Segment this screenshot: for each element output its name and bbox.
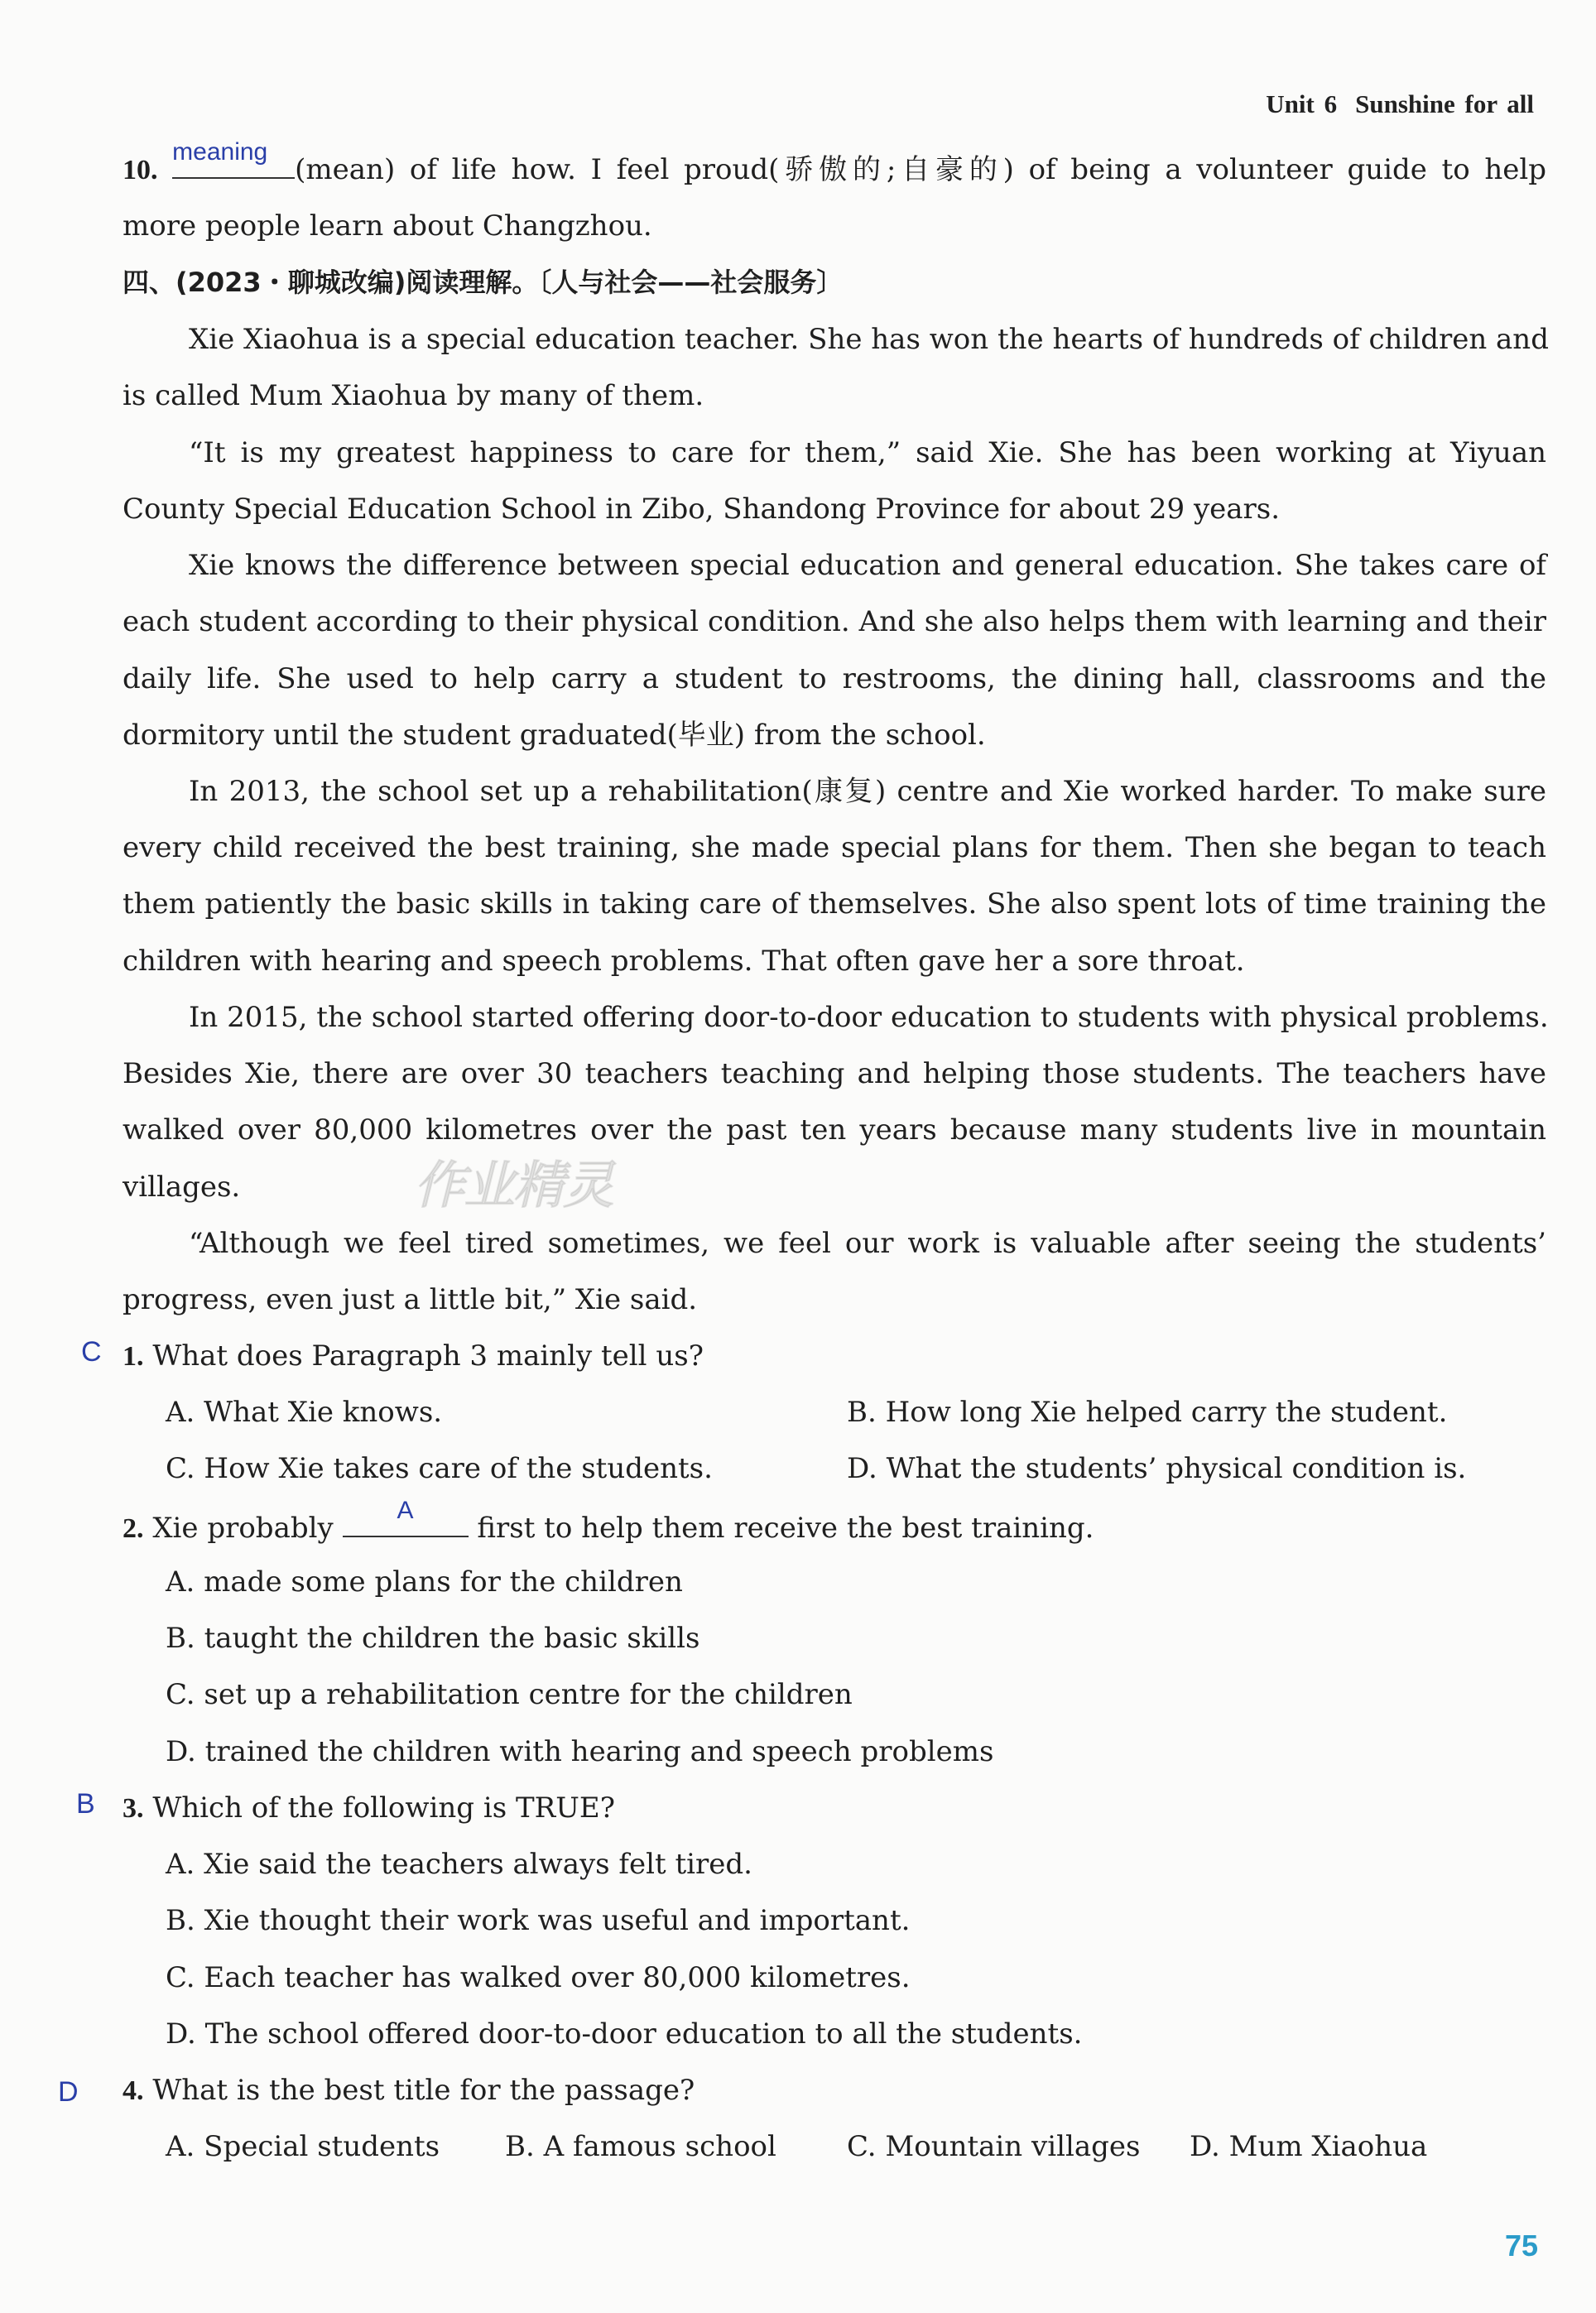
running-header [1266,89,1534,119]
passage-line: Besides Xie, there are over 30 teachers teaching and helping those students. The teachers have [123,1057,1546,1090]
q2-option-b[interactable]: B. taught the children the basic skills [166,1622,700,1655]
passage-line: Xie Xiaohua is a special education teacher. She has won the hearts of hundreds of children and [189,323,1549,356]
passage-line: walked over 80,000 kilometres over the past ten years because many students live in mountain [123,1113,1546,1147]
q3-stem [123,1791,1546,1825]
passage-line: dormitory until the student graduated(毕业) from the school. [123,719,986,752]
passage-line: “It is my greatest happiness to care for them,” said Xie. She has been working at Yiyuan [189,436,1546,469]
q4-number: 4. [123,2075,144,2106]
passage-line: In 2015, the school started offering door-to-door education to students with physical problems. [189,1001,1549,1034]
q3-text: Which of the following is TRUE? [152,1791,615,1825]
q3-number: 3. [123,1793,144,1824]
q1-option-a[interactable]: A. What Xie knows. [166,1396,443,1429]
passage-line: villages. [123,1171,241,1204]
q10-blank[interactable] [172,138,295,179]
q2-text-before: Xie probably [152,1512,334,1545]
q1-text: What does Paragraph 3 mainly tell us? [152,1339,704,1373]
q1-option-d[interactable]: D. What the students’ physical condition is. [847,1452,1467,1485]
passage-line: In 2013, the school set up a rehabilitation(康复) centre and Xie worked harder. To make sure [189,775,1546,808]
section-heading: 四、(2023・聊城改编)阅读理解。〔人与社会——社会服务〕 [123,267,844,298]
q1-option-c[interactable]: C. How Xie takes care of the students. [166,1452,713,1485]
unit-title: Sunshine for all [1355,89,1534,118]
q1-handwritten-answer: C [81,1336,102,1368]
passage-line: children with hearing and speech problems. That often gave her a sore throat. [123,945,1245,978]
q2-text-after: first to help them receive the best training. [477,1512,1094,1545]
q1-stem [123,1339,1546,1373]
q4-option-c[interactable]: C. Mountain villages [847,2130,1141,2163]
q10-number: 10. [123,155,158,185]
q1-number: 1. [123,1341,144,1372]
q4-option-b[interactable]: B. A famous school [505,2130,776,2163]
passage-line: County Special Education School in Zibo, Shandong Province for about 29 years. [123,493,1281,526]
passage-line: every child received the best training, she made special plans for them. Then she began to teach [123,831,1546,864]
q4-handwritten-answer: D [58,2076,79,2108]
q2-number: 2. [123,1513,144,1544]
unit-label: Unit 6 [1266,89,1338,118]
passage-line: daily life. She used to help carry a student to restrooms, the dining hall, classrooms and the [123,662,1546,695]
passage-line: Xie knows the difference between special education and general education. She takes care of [189,549,1546,582]
q4-stem [123,2074,1546,2108]
page-number: 75 [1504,2229,1538,2263]
q3-option-c[interactable]: C. Each teacher has walked over 80,000 kilometres. [166,1961,911,1994]
q4-text: What is the best title for the passage? [152,2074,695,2107]
q2-handwritten-answer: A [397,1497,414,1524]
watermark: 作业精灵 [414,1155,613,1215]
q3-option-d[interactable]: D. The school offered door-to-door education to all the students. [166,2017,1083,2051]
passage-line: each student according to their physical condition. And she also helps them with learning and their [123,605,1546,638]
passage-line: “Although we feel tired sometimes, we feel our work is valuable after seeing the students’ [189,1227,1546,1260]
q2-stem [123,1497,1546,1546]
q10-line-1 [123,138,1546,187]
q2-blank[interactable] [343,1497,469,1537]
q3-option-a[interactable]: A. Xie said the teachers always felt tired. [166,1848,752,1881]
q1-option-b[interactable]: B. How long Xie helped carry the student. [847,1396,1448,1429]
q3-handwritten-answer: B [76,1788,95,1820]
q4-option-d[interactable]: D. Mum Xiaohua [1190,2130,1428,2163]
q10-line-2: more people learn about Changzhou. [123,209,652,243]
passage-line: them patiently the basic skills in taking care of themselves. She also spent lots of time training the [123,887,1546,921]
q2-option-c[interactable]: C. set up a rehabilitation centre for the children [166,1678,853,1711]
q10-handwritten-answer: meaning [172,138,268,166]
passage-line: is called Mum Xiaohua by many of them. [123,379,704,412]
q4-option-a[interactable]: A. Special students [166,2130,440,2163]
passage-line: progress, even just a little bit,” Xie said. [123,1283,698,1316]
q10-text: (mean) of life how. I feel proud(骄傲的;自豪的) of being a volunteer guide to help [295,153,1546,186]
q2-option-d[interactable]: D. trained the children with hearing and speech problems [166,1735,994,1768]
q3-option-b[interactable]: B. Xie thought their work was useful and important. [166,1904,911,1937]
q2-option-a[interactable]: A. made some plans for the children [166,1565,683,1599]
